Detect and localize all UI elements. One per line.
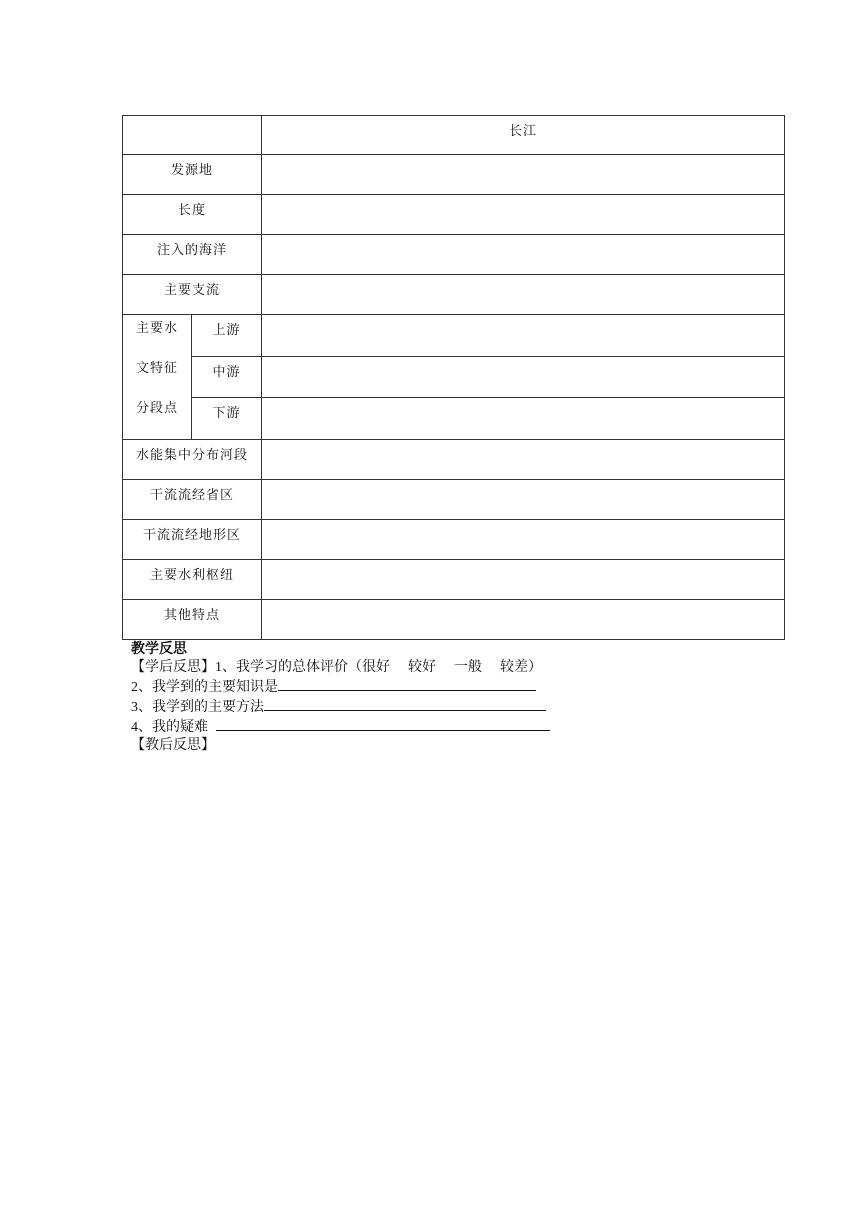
answer-cell-length[interactable] — [262, 195, 785, 235]
method-label: 3、我学到的主要方法 — [131, 700, 264, 715]
knowledge-label: 2、我学到的主要知识是 — [131, 680, 278, 695]
difficulty-blank[interactable] — [216, 717, 550, 731]
table-row — [123, 155, 785, 195]
answer-cell-upper[interactable] — [262, 315, 785, 357]
table-row — [123, 560, 785, 600]
row-label-lower: 下游 — [192, 398, 262, 440]
option-good[interactable]: 较好 — [408, 660, 436, 675]
row-label-other: 其他特点 — [123, 600, 262, 640]
table-row — [123, 235, 785, 275]
difficulty-line — [131, 717, 550, 737]
method-line — [131, 697, 550, 717]
row-label-upper: 上游 — [192, 315, 262, 357]
row-label-tributaries: 主要支流 — [123, 275, 262, 315]
hydrology-label-line-3: 分段点 — [135, 401, 178, 416]
table-row — [123, 520, 785, 560]
table-row — [123, 600, 785, 640]
table-row — [123, 275, 785, 315]
row-label-hubs: 主要水利枢纽 — [123, 560, 262, 600]
row-label-source: 发源地 — [123, 155, 262, 195]
teacher-reflection-heading: 【教后反思】 — [131, 738, 215, 753]
answer-cell-source[interactable] — [262, 155, 785, 195]
hydrology-label-line-2: 文特征 — [135, 361, 178, 376]
yangtze-river-table — [122, 115, 785, 640]
reflection-title: 教学反思 — [131, 642, 187, 657]
knowledge-line — [131, 677, 550, 697]
table-corner-cell — [123, 116, 262, 155]
answer-cell-hydropower[interactable] — [262, 440, 785, 480]
difficulty-label: 4、我的疑难 — [131, 720, 208, 735]
table-row — [123, 315, 785, 357]
row-label-hydropower: 水能集中分布河段 — [123, 440, 262, 480]
self-evaluation-line — [131, 659, 550, 677]
self-evaluation-prefix: 【学后反思】1、我学习的总体评价（很好 — [131, 660, 390, 675]
table-row — [123, 480, 785, 520]
table-row — [123, 195, 785, 235]
column-header-yangtze: 长江 — [262, 116, 785, 155]
row-label-terrain: 干流流经地形区 — [123, 520, 262, 560]
row-label-middle: 中游 — [192, 356, 262, 398]
row-label-ocean: 注入的海洋 — [123, 235, 262, 275]
row-label-provinces: 干流流经省区 — [123, 480, 262, 520]
knowledge-blank[interactable] — [278, 677, 536, 691]
answer-cell-tributaries[interactable] — [262, 275, 785, 315]
method-blank[interactable] — [264, 697, 546, 711]
answer-cell-provinces[interactable] — [262, 480, 785, 520]
answer-cell-lower[interactable] — [262, 398, 785, 440]
table-row — [123, 398, 785, 440]
answer-cell-middle[interactable] — [262, 356, 785, 398]
row-label-hydrology-group — [123, 315, 192, 440]
table-row — [123, 440, 785, 480]
hydrology-label-line-1: 主要水 — [135, 321, 178, 336]
table-row — [123, 356, 785, 398]
answer-cell-ocean[interactable] — [262, 235, 785, 275]
row-label-length: 长度 — [123, 195, 262, 235]
answer-cell-hubs[interactable] — [262, 560, 785, 600]
answer-cell-other[interactable] — [262, 600, 785, 640]
option-average[interactable]: 一般 — [454, 660, 482, 675]
option-poor[interactable]: 较差） — [500, 660, 542, 675]
table-header-row — [123, 116, 785, 155]
reflection-section — [131, 641, 550, 755]
answer-cell-terrain[interactable] — [262, 520, 785, 560]
